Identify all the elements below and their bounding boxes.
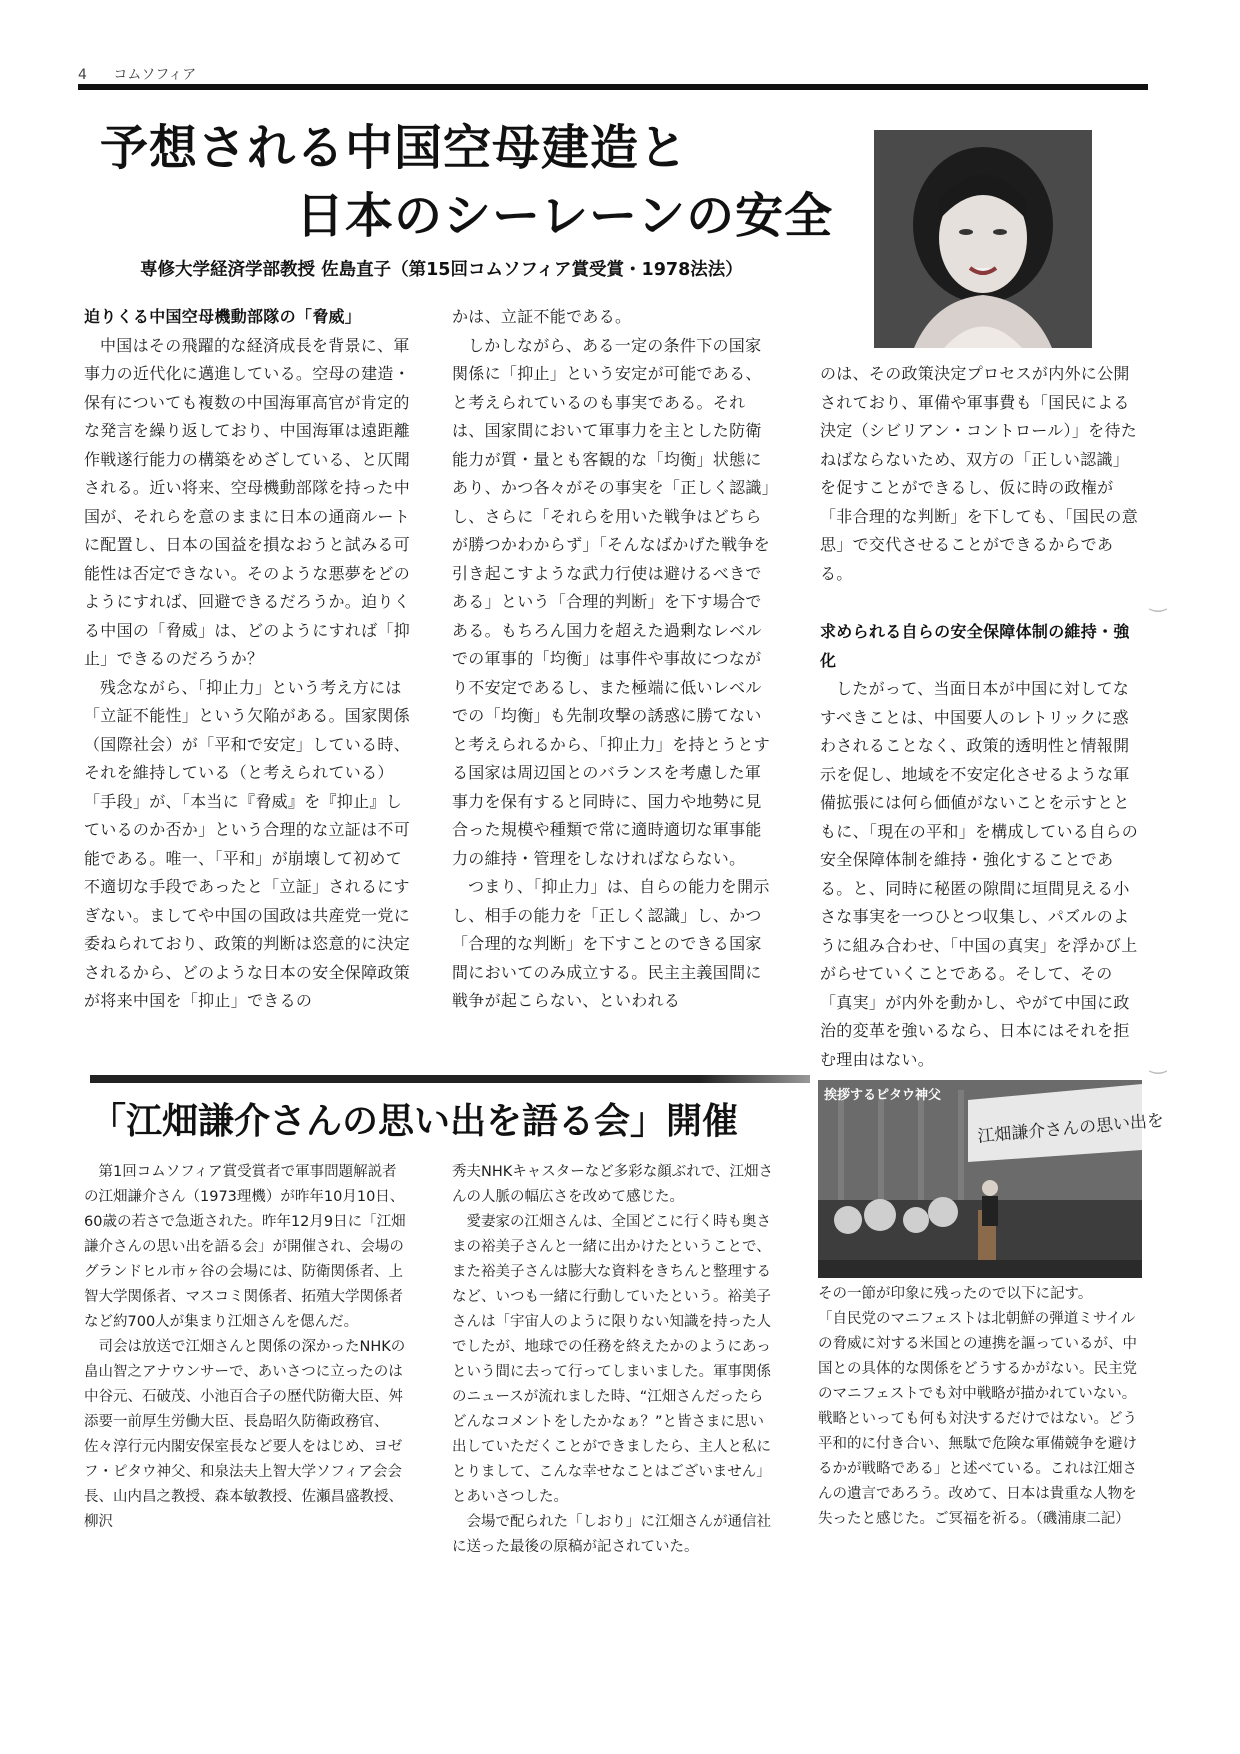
event-title: 「江畑謙介さんの思い出を語る会」開催 bbox=[90, 1100, 739, 1142]
paragraph-continued: のは、その政策決定プロセスが内外に公開されており、軍備や軍事費も「国民による決定（シビリアン・コントロール）」を待たねばならないため、双方の「正しい認識」を促すことができるし、仮に時の政権が「非合理的な判断」を下しても、「国民の意思」で交代させることができるからである。 bbox=[820, 364, 1139, 583]
photo-caption: 挨拶するピタウ神父 bbox=[824, 1088, 942, 1103]
photo-banner-text: 江畑謙介さんの思い出を bbox=[976, 1110, 1165, 1147]
paragraph-continued: かは、立証不能である。 bbox=[452, 307, 632, 326]
article-title-line2: 日本のシーレーンの安全 bbox=[296, 188, 834, 244]
article-byline: 専修大学経済学部教授 佐島直子（第15回コムソフィア賞受賞・1978法法） bbox=[140, 260, 743, 280]
section-heading-threat: 迫りくる中国空母機動部隊の「脅威」 bbox=[84, 307, 362, 326]
paragraph: 会場で配られた「しおり」に江畑さんが通信社に送った最後の原稿が記されていた。 bbox=[452, 1514, 771, 1555]
section-heading-security: 求められる自らの安全保障体制の維持・強化 bbox=[820, 622, 1130, 670]
author-portrait bbox=[874, 130, 1092, 348]
paragraph-continued: 秀夫NHKキャスターなど多彩な顔ぶれで、江畑さんの人脈の幅広さを改めて感じた。 bbox=[452, 1164, 773, 1205]
event-column-3 bbox=[818, 1282, 1142, 1532]
binding-mark: ‿ bbox=[1150, 588, 1167, 612]
article-column-2 bbox=[452, 303, 774, 1016]
paragraph: したがって、当面日本が中国に対してなすべきことは、中国要人のレトリックに惑わされることなく、政策的透明性と情報開示を促し、地域を不安定化させるような軍備拡張には何ら価値がないことを示すとともに、「現在の平和」を構成している自らの安全保障体制を維持・強化することである。と、同時に秘匿の隙間に垣間見える小さな事実を一つひとつ収集し、パズルのように組み合わせ、「中国の真実」を浮かび上がらせていくことである。そして、その「真実」が内外を動かし、やがて中国に政治的変革を強いるなら、日本にはそれを拒む理由はない。 bbox=[820, 679, 1139, 1069]
paragraph: 残念ながら、「抑止力」という考え方には「立証不能性」という欠陥がある。国家関係（国際社会）が「平和で安定」している時、それを維持している（と考えられている）「手段」が、「本当に『脅威』を『抑止』しているのか否か」という合理的な立証は不可能である。唯一、「平和」が崩壊して初めて不適切な手段であったと「立証」されるにすぎない。ましてや中国の国政は共産党一党に委ねられており、政策的判断は恣意的に決定されるから、どのような日本の安全保障政策が将来中国を「抑止」できるの bbox=[84, 677, 411, 1010]
page-header bbox=[78, 64, 196, 84]
paragraph: 司会は放送で江畑さんと関係の深かったNHKの畠山智之アナウンサーで、あいさつに立ったのは中谷元、石破茂、小池百合子の歴代防衛大臣、舛添要一前厚生労働大臣、長島昭久防衛政務官、佐々淳行元内閣安保室長など要人をはじめ、ヨゼフ・ピタウ神父、和泉法夫上智大学ソフィア会会長、山内昌之教授、森本敏教授、佐瀬昌盛教授、柳沢 bbox=[84, 1339, 406, 1530]
paragraph: 愛妻家の江畑さんは、全国どこに行く時も奥さまの裕美子さんと一緒に出かけたということで、また裕美子さんは膨大な資料をきちんと整理するなど、いつも一緒に行動していたという。裕美子さんは「宇宙人のように限りない知識を持った人でしたが、地球での任務を終えたかのようにあっという間に去って行ってしまいました。軍事関係のニュースが流れました時、“江畑さんだったらどんなコメントをしたかなぁ？”と皆さまに思い出していただくことができましたら、主人と私にとりまして、こんな幸せなことはございません」とあいさつした。 bbox=[452, 1214, 771, 1505]
page-number: 4 bbox=[78, 67, 87, 83]
binding-mark: ‿ bbox=[1150, 1050, 1167, 1074]
paragraph: しかしながら、ある一定の条件下の国家関係に「抑止」という安定が可能である、と考えられているのも事実である。それは、国家間において軍事力を主とした防衛能力が質・量とも客観的な「均衡」状態にあり、かつ各々がその事実を「正しく認識」し、さらに「それらを用いた戦争はどちらが勝つかわからず」「そんなばかげた戦争を引き起こすような武力行使は避けるべきである」という「合理的判断」を下す場合である。もちろん国力を超えた過剰なレベルでの軍事的「均衡」は事件や事故につながり不安定であるし、また極端に低いレベルでの「均衡」も先制攻撃の誘惑に勝てないと考えられるから、「抑止力」を持とうとする国家は周辺国とのバランスを考慮した軍事力を保有すると同時に、国力や地勢に見合った規模や種類で常に適時適切な軍事能力の維持・管理をしなければならない。 bbox=[452, 335, 771, 868]
event-photo-image bbox=[818, 1080, 1165, 1278]
paragraph-continued: その一節が印象に残ったので以下に記す。 bbox=[818, 1286, 1093, 1302]
event-column-1 bbox=[84, 1160, 408, 1535]
paragraph: つまり、「抑止力」は、自らの能力を開示し、相手の能力を「正しく認識」し、かつ「合理的な判断」を下すことのできる国家間においてのみ成立する。民主主義国間に戦争が起こらない、といわれる bbox=[452, 877, 770, 1010]
publication-name: コムソフィア bbox=[113, 67, 197, 83]
quote-paragraph: 「自民党のマニフェストは北朝鮮の弾道ミサイルの脅威に対する米国との連携を謳っているが、中国との具体的な関係をどうするかがない。民主党のマニフェストでも対中戦略が描かれていない。戦略といっても何も対決するだけではない。どう平和的に付き合い、無駄で危険な軍備競争を避けるかが戦略である」と述べている。これは江畑さんの遺言であろう。改めて、日本は貴重な人物を失ったと感じた。ご冥福を祈る。（磯浦康二記） bbox=[818, 1311, 1137, 1527]
paragraph: 中国はその飛躍的な経済成長を背景に、軍事力の近代化に邁進している。空母の建造・保有についても複数の中国海軍高官が肯定的な発言を繰り返しており、中国海軍は遠距離作戦遂行能力の構築をめざしている、と仄聞される。近い将来、空母機動部隊を持った中国が、それらを意のままに日本の通商ルートに配置し、日本の国益を損なおうと試みる可能性は否定できない。そのような悪夢をどのようにすれば、回避できるだろうか。迫りくる中国の「脅威」は、どのようにすれば「抑止」できるのだろうか？ bbox=[84, 335, 411, 668]
article-title-line1: 予想される中国空母建造と bbox=[100, 120, 689, 176]
portrait-image bbox=[874, 130, 1092, 348]
header-rule bbox=[78, 84, 1148, 90]
article-column-1 bbox=[84, 303, 410, 1016]
article-column-3 bbox=[820, 360, 1144, 1074]
event-column-2 bbox=[452, 1160, 774, 1560]
event-photo bbox=[818, 1080, 1165, 1278]
paragraph: 第1回コムソフィア賞受賞者で軍事問題解説者の江畑謙介さん（1973理機）が昨年10月10日、60歳の若さで急逝された。昨年12月9日に「江畑謙介さんの思い出を語る会」が開催され、会場のグランドヒル市ヶ谷の会場には、防衛関係者、上智大学関係者、マスコミ関係者、拓殖大学関係者など約700人が集まり江畑さんを偲んだ。 bbox=[84, 1164, 406, 1330]
section-divider-fade bbox=[700, 1075, 810, 1083]
